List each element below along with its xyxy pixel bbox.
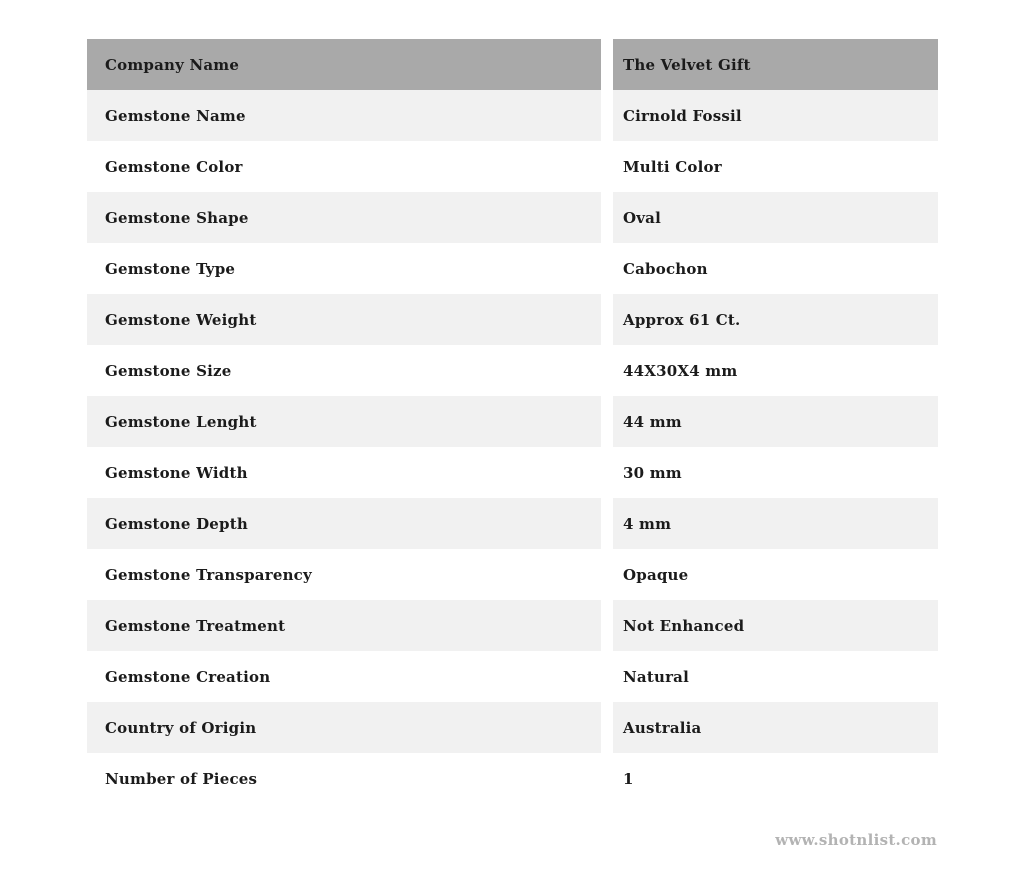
header-company-value-cell: The Velvet Gift xyxy=(613,39,938,90)
row-value-cell: Natural xyxy=(613,651,938,702)
row-label-cell: Gemstone Width xyxy=(87,447,601,498)
row-label-cell: Gemstone Lenght xyxy=(87,396,601,447)
row-value-cell: Oval xyxy=(613,192,938,243)
row-value-cell: Approx 61 Ct. xyxy=(613,294,938,345)
row-value-cell: 44 mm xyxy=(613,396,938,447)
row-label-cell: Country of Origin xyxy=(87,702,601,753)
row-label-cell: Gemstone Transparency xyxy=(87,549,601,600)
row-label-cell: Gemstone Type xyxy=(87,243,601,294)
row-label-cell: Gemstone Creation xyxy=(87,651,601,702)
row-value-cell: 44X30X4 mm xyxy=(613,345,938,396)
row-label-cell: Gemstone Color xyxy=(87,141,601,192)
row-label-cell: Gemstone Name xyxy=(87,90,601,141)
row-label-cell: Number of Pieces xyxy=(87,753,601,804)
row-label-cell: Gemstone Shape xyxy=(87,192,601,243)
row-value-cell: Australia xyxy=(613,702,938,753)
row-label-cell: Gemstone Depth xyxy=(87,498,601,549)
row-label-cell: Gemstone Size xyxy=(87,345,601,396)
row-label-cell: Gemstone Weight xyxy=(87,294,601,345)
row-value-cell: Cabochon xyxy=(613,243,938,294)
row-value-cell: 1 xyxy=(613,753,938,804)
site-watermark: www.shotnlist.com xyxy=(775,831,937,849)
row-value-cell: 4 mm xyxy=(613,498,938,549)
row-value-cell: Multi Color xyxy=(613,141,938,192)
row-value-cell: Not Enhanced xyxy=(613,600,938,651)
row-value-cell: Cirnold Fossil xyxy=(613,90,938,141)
gemstone-spec-table xyxy=(87,39,938,804)
row-value-cell: 30 mm xyxy=(613,447,938,498)
row-value-cell: Opaque xyxy=(613,549,938,600)
header-company-name-cell: Company Name xyxy=(87,39,601,90)
row-label-cell: Gemstone Treatment xyxy=(87,600,601,651)
